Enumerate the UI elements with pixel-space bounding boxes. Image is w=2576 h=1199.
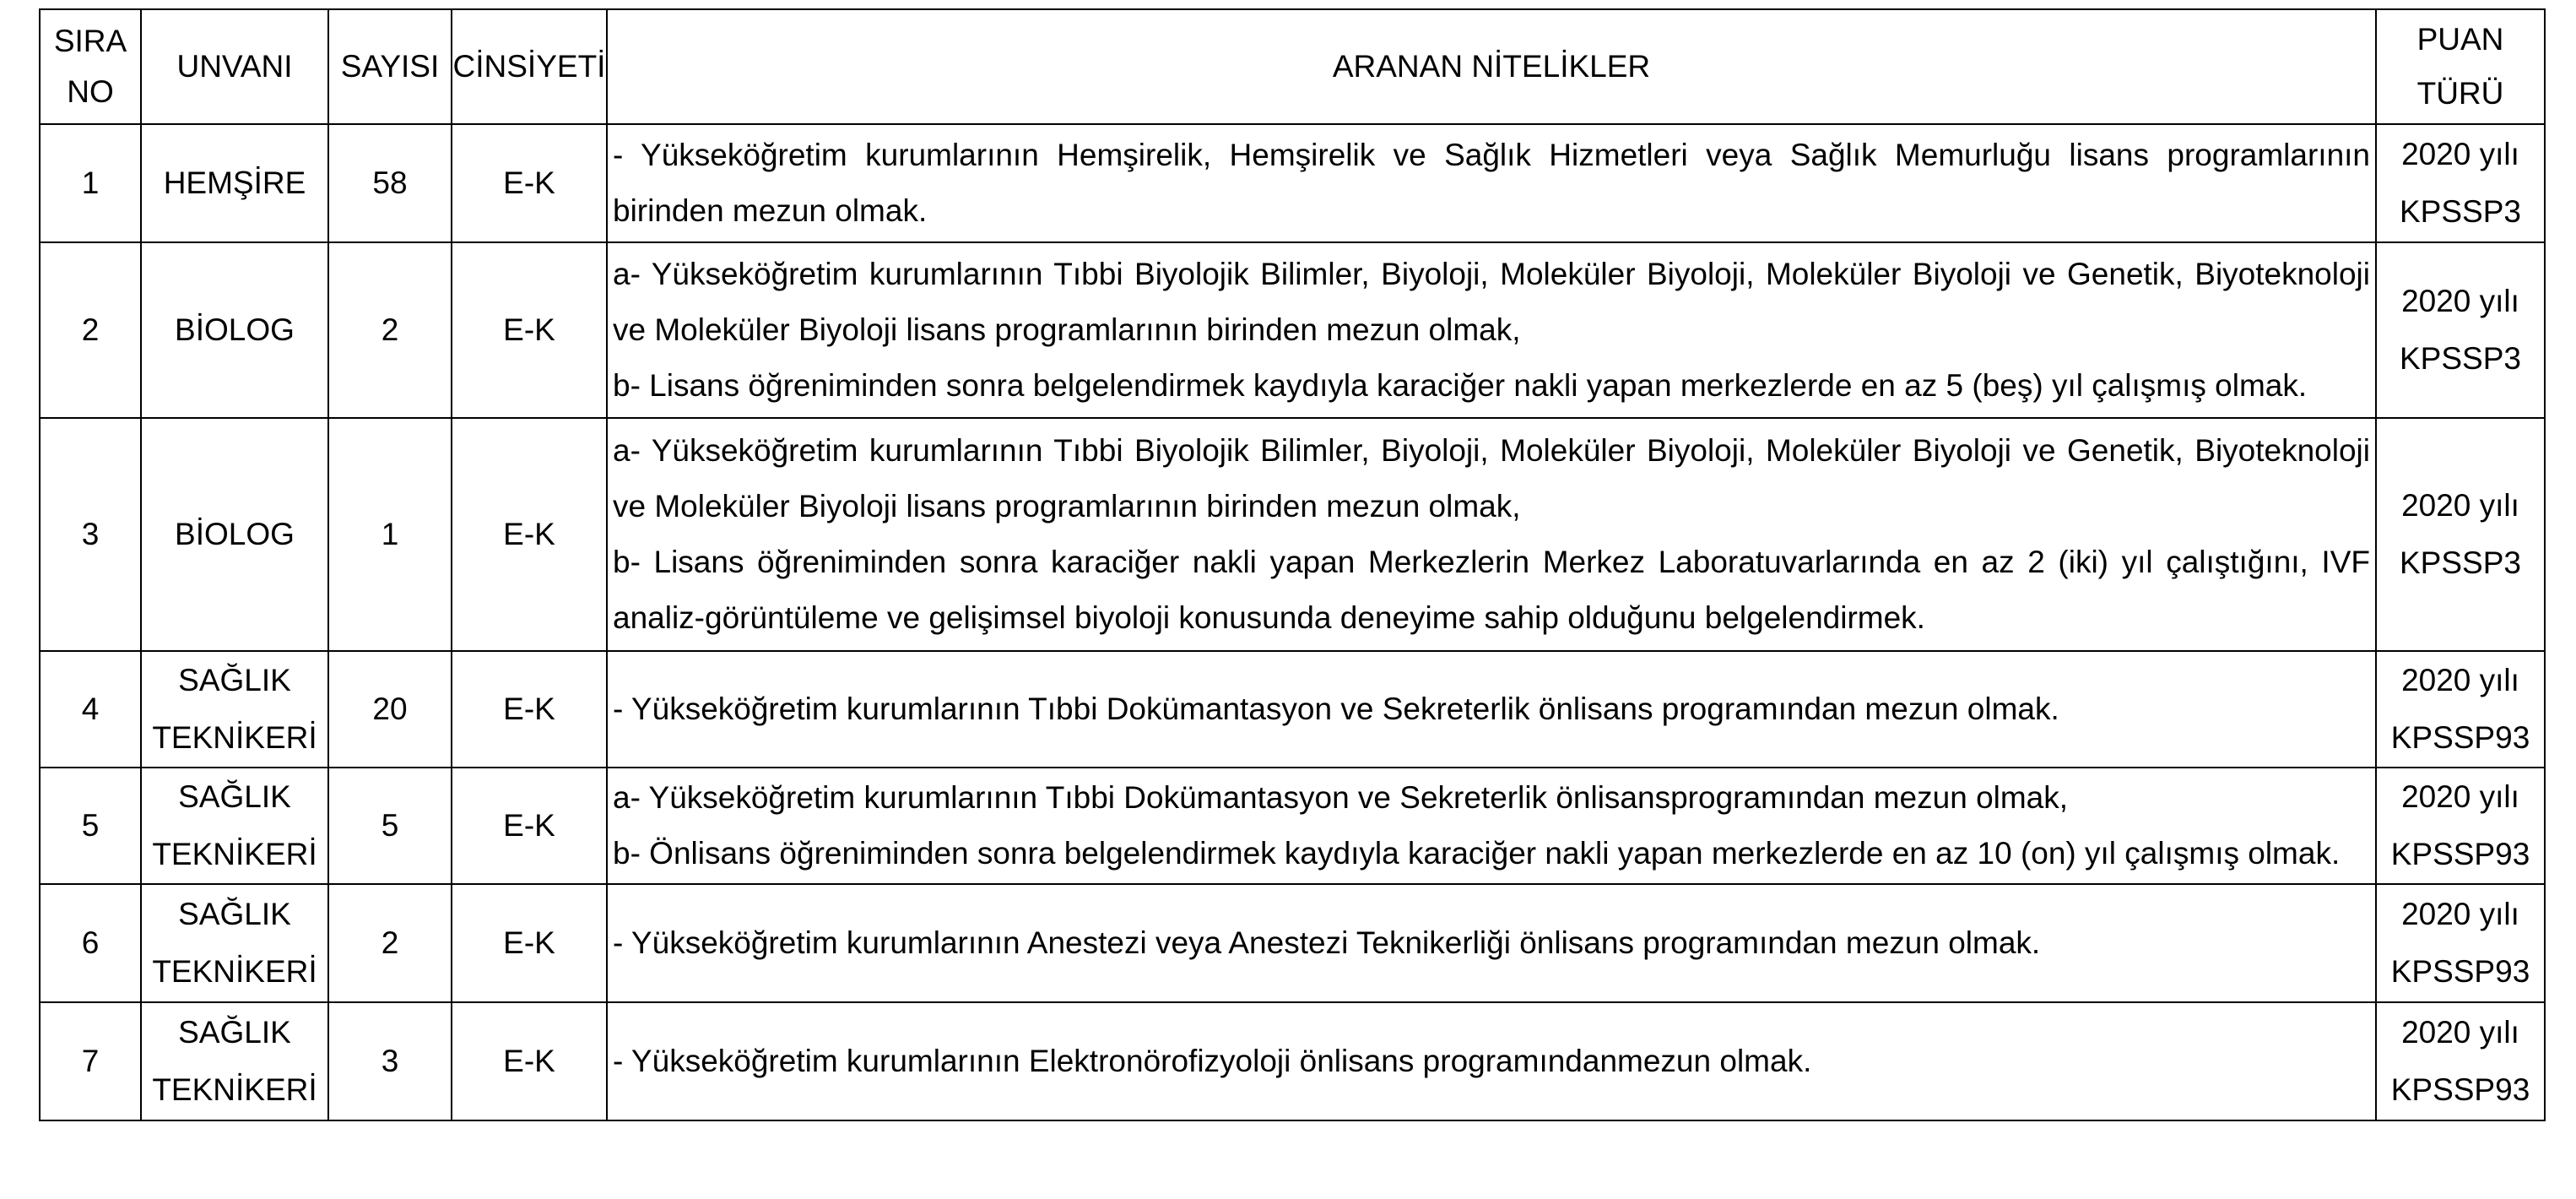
row-sayi: 20 xyxy=(328,651,452,768)
puan-year: 2020 yılı xyxy=(2401,779,2519,814)
header-puan-turu: PUAN TÜRÜ xyxy=(2376,9,2545,124)
row-puan-turu xyxy=(2376,1002,2545,1120)
puan-year: 2020 yılı xyxy=(2401,1015,2519,1050)
row-unvan: BİOLOG xyxy=(141,242,328,418)
row-sayi: 58 xyxy=(328,124,452,242)
row-nitelikler xyxy=(607,242,2376,418)
row-no: 1 xyxy=(40,124,141,242)
row-nitelikler xyxy=(607,1002,2376,1120)
table-row xyxy=(40,651,2545,768)
row-sayi: 2 xyxy=(328,884,452,1002)
row-nitelikler xyxy=(607,124,2376,242)
puan-year: 2020 yılı xyxy=(2401,284,2519,318)
puan-year: 2020 yılı xyxy=(2401,488,2519,523)
row-sayi: 2 xyxy=(328,242,452,418)
puan-year: 2020 yılı xyxy=(2401,897,2519,931)
table-row xyxy=(40,768,2545,884)
puan-type: KPSSP93 xyxy=(2390,837,2530,871)
row-no: 5 xyxy=(40,768,141,884)
row-puan-turu xyxy=(2376,242,2545,418)
nitelik-item: a- Yükseköğretim kurumlarının Tıbbi Biyolojik Bilimler, Biyoloji, Moleküler Biyoloji, Moleküler Biyoloji ve Genetik, Biyoteknoloji ve Moleküler Biyoloji lisans programlarının birinden mezun olmak, xyxy=(613,433,2370,524)
row-cinsiyet: E-K xyxy=(452,651,607,768)
puan-type: KPSSP3 xyxy=(2400,194,2521,229)
puan-year: 2020 yılı xyxy=(2401,137,2519,171)
row-sayi: 1 xyxy=(328,418,452,651)
row-cinsiyet: E-K xyxy=(452,884,607,1002)
row-puan-turu xyxy=(2376,884,2545,1002)
row-cinsiyet: E-K xyxy=(452,1002,607,1120)
header-cinsiyeti: CİNSİYETİ xyxy=(452,9,607,124)
nitelik-item: - Yükseköğretim kurumlarının Tıbbi Dokümantasyon ve Sekreterlik önlisans programından mezun olmak. xyxy=(613,692,2059,726)
row-unvan: SAĞLIK TEKNİKERİ xyxy=(141,884,328,1002)
table-row xyxy=(40,418,2545,651)
header-sira-no: SIRA NO xyxy=(40,9,141,124)
puan-type: KPSSP3 xyxy=(2400,341,2521,376)
row-unvan: HEMŞİRE xyxy=(141,124,328,242)
nitelik-item: - Yükseköğretim kurumlarının Anestezi veya Anestezi Teknikerliği önlisans programından mezun olmak. xyxy=(613,925,2041,960)
row-sayi: 3 xyxy=(328,1002,452,1120)
puan-year: 2020 yılı xyxy=(2401,663,2519,697)
row-puan-turu xyxy=(2376,768,2545,884)
row-sayi: 5 xyxy=(328,768,452,884)
job-requirements-table xyxy=(39,8,2546,1121)
row-no: 7 xyxy=(40,1002,141,1120)
row-nitelikler xyxy=(607,651,2376,768)
table-row xyxy=(40,124,2545,242)
table-body xyxy=(40,124,2545,1120)
row-nitelikler xyxy=(607,884,2376,1002)
row-cinsiyet: E-K xyxy=(452,768,607,884)
row-unvan: SAĞLIK TEKNİKERİ xyxy=(141,768,328,884)
header-aranan-nitelikler: ARANAN NİTELİKLER xyxy=(607,9,2376,124)
nitelik-item: a- Yükseköğretim kurumlarının Tıbbi Biyolojik Bilimler, Biyoloji, Moleküler Biyoloji, Moleküler Biyoloji ve Genetik, Biyoteknoloji ve Moleküler Biyoloji lisans programlarının birinden mezun olmak, xyxy=(613,257,2370,347)
row-unvan: SAĞLIK TEKNİKERİ xyxy=(141,651,328,768)
nitelik-item: - Yükseköğretim kurumlarının Hemşirelik, Hemşirelik ve Sağlık Hizmetleri veya Sağlık Memurluğu lisans programlarının birinden mezun olmak. xyxy=(613,138,2370,228)
table-row xyxy=(40,242,2545,418)
header-unvani: UNVANI xyxy=(141,9,328,124)
row-no: 2 xyxy=(40,242,141,418)
row-puan-turu xyxy=(2376,124,2545,242)
row-cinsiyet: E-K xyxy=(452,124,607,242)
row-cinsiyet: E-K xyxy=(452,418,607,651)
row-nitelikler xyxy=(607,768,2376,884)
nitelik-item: - Yükseköğretim kurumlarının Elektronörofizyoloji önlisans programındanmezun olmak. xyxy=(613,1044,1812,1078)
nitelik-item: b- Lisans öğreniminden sonra belgelendirmek kaydıyla karaciğer nakli yapan merkezlerde en az 5 (beş) yıl çalışmış olmak. xyxy=(613,368,2308,403)
nitelik-item: b- Lisans öğreniminden sonra karaciğer nakli yapan Merkezlerin Merkez Laboratuvarlarında en az 2 (iki) yıl çalıştığını, IVF analiz-görüntüleme ve gelişimsel biyoloji konusunda deneyime sahip olduğunu belgelendirmek. xyxy=(613,545,2370,635)
nitelik-item: a- Yükseköğretim kurumlarının Tıbbi Dokümantasyon ve Sekreterlik önlisansprogramından mezun olmak, xyxy=(613,780,2069,815)
table-row xyxy=(40,884,2545,1002)
row-no: 3 xyxy=(40,418,141,651)
puan-type: KPSSP93 xyxy=(2390,954,2530,989)
header-row xyxy=(40,9,2545,124)
nitelik-item: b- Önlisans öğreniminden sonra belgelendirmek kaydıyla karaciğer nakli yapan merkezlerde en az 10 (on) yıl çalışmış olmak. xyxy=(613,836,2341,871)
row-unvan: BİOLOG xyxy=(141,418,328,651)
puan-type: KPSSP3 xyxy=(2400,545,2521,580)
row-cinsiyet: E-K xyxy=(452,242,607,418)
table-row xyxy=(40,1002,2545,1120)
row-no: 4 xyxy=(40,651,141,768)
puan-type: KPSSP93 xyxy=(2390,1072,2530,1107)
header-sayisi: SAYISI xyxy=(328,9,452,124)
row-no: 6 xyxy=(40,884,141,1002)
puan-type: KPSSP93 xyxy=(2390,720,2530,755)
row-nitelikler xyxy=(607,418,2376,651)
row-puan-turu xyxy=(2376,418,2545,651)
row-unvan: SAĞLIK TEKNİKERİ xyxy=(141,1002,328,1120)
row-puan-turu xyxy=(2376,651,2545,768)
